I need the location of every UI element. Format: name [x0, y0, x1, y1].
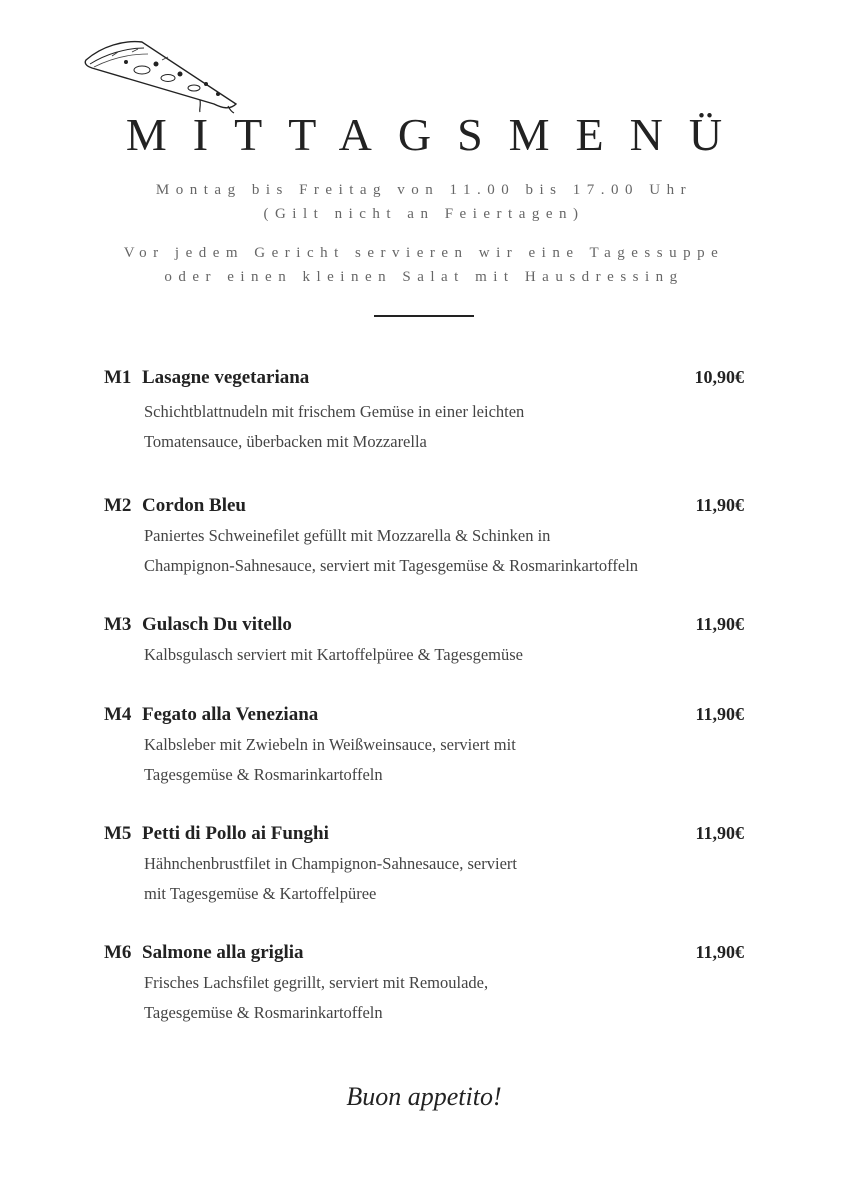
opening-hours: Montag bis Freitag von 11.00 bis 17.00 Uhr — [155, 182, 693, 198]
included-note-line1: Vor jedem Gericht servieren wir eine Tagessuppe — [123, 245, 725, 261]
item-code: M3 — [104, 614, 132, 635]
item-name: Salmone alla griglia — [142, 942, 304, 963]
item-name: Gulasch Du vitello — [142, 614, 292, 635]
item-name: Lasagne vegetariana — [142, 367, 310, 388]
pizza-slice-icon — [82, 34, 247, 114]
menu-item — [104, 823, 744, 909]
item-description: Kalbsgulasch serviert mit Kartoffelpüree & Tagesgemüse — [144, 645, 523, 664]
item-price: 10,90€ — [694, 367, 744, 387]
item-description: Frisches Lachsfilet gegrillt, serviert mit Remoulade, — [144, 973, 489, 992]
item-code: M5 — [104, 823, 132, 844]
menu-item — [104, 614, 744, 670]
item-description: Hähnchenbrustfilet in Champignon-Sahnesauce, serviert — [144, 854, 517, 873]
item-name: Fegato alla Veneziana — [142, 704, 319, 725]
item-code: M4 — [104, 704, 132, 725]
item-code: M2 — [104, 495, 132, 516]
item-name: Cordon Bleu — [142, 495, 246, 516]
item-description: Tagesgemüse & Rosmarinkartoffeln — [144, 1003, 383, 1022]
holiday-note: (Gilt nicht an Feiertagen) — [263, 206, 585, 222]
item-description: Tomatensauce, überbacken mit Mozzarella — [144, 432, 427, 451]
item-price: 11,90€ — [695, 704, 744, 724]
item-description: Kalbsleber mit Zwiebeln in Weißweinsauce, serviert mit — [144, 735, 516, 754]
item-price: 11,90€ — [695, 942, 744, 962]
item-code: M1 — [104, 367, 132, 388]
item-description: Tagesgemüse & Rosmarinkartoffeln — [144, 765, 383, 784]
menu-item — [104, 495, 744, 581]
item-price: 11,90€ — [695, 614, 744, 634]
item-description: Champignon-Sahnesauce, serviert mit Tagesgemüse & Rosmarinkartoffeln — [144, 556, 639, 575]
menu-item — [104, 704, 744, 790]
item-price: 11,90€ — [695, 495, 744, 515]
divider — [374, 315, 474, 317]
item-description: mit Tagesgemüse & Kartoffelpüree — [144, 884, 377, 903]
menu-item — [104, 942, 744, 1028]
menu-item — [104, 367, 744, 457]
page-title: MITTAGSMENÜ — [125, 109, 749, 160]
item-code: M6 — [104, 942, 132, 963]
item-description: Schichtblattnudeln mit frischem Gemüse in einer leichten — [144, 402, 525, 421]
item-description: Paniertes Schweinefilet gefüllt mit Mozzarella & Schinken in — [144, 526, 551, 545]
item-name: Petti di Pollo ai Funghi — [142, 823, 329, 844]
included-note-line2: oder einen kleinen Salat mit Hausdressing — [164, 269, 684, 285]
item-price: 11,90€ — [695, 823, 744, 843]
closing-message: Buon appetito! — [346, 1082, 502, 1111]
